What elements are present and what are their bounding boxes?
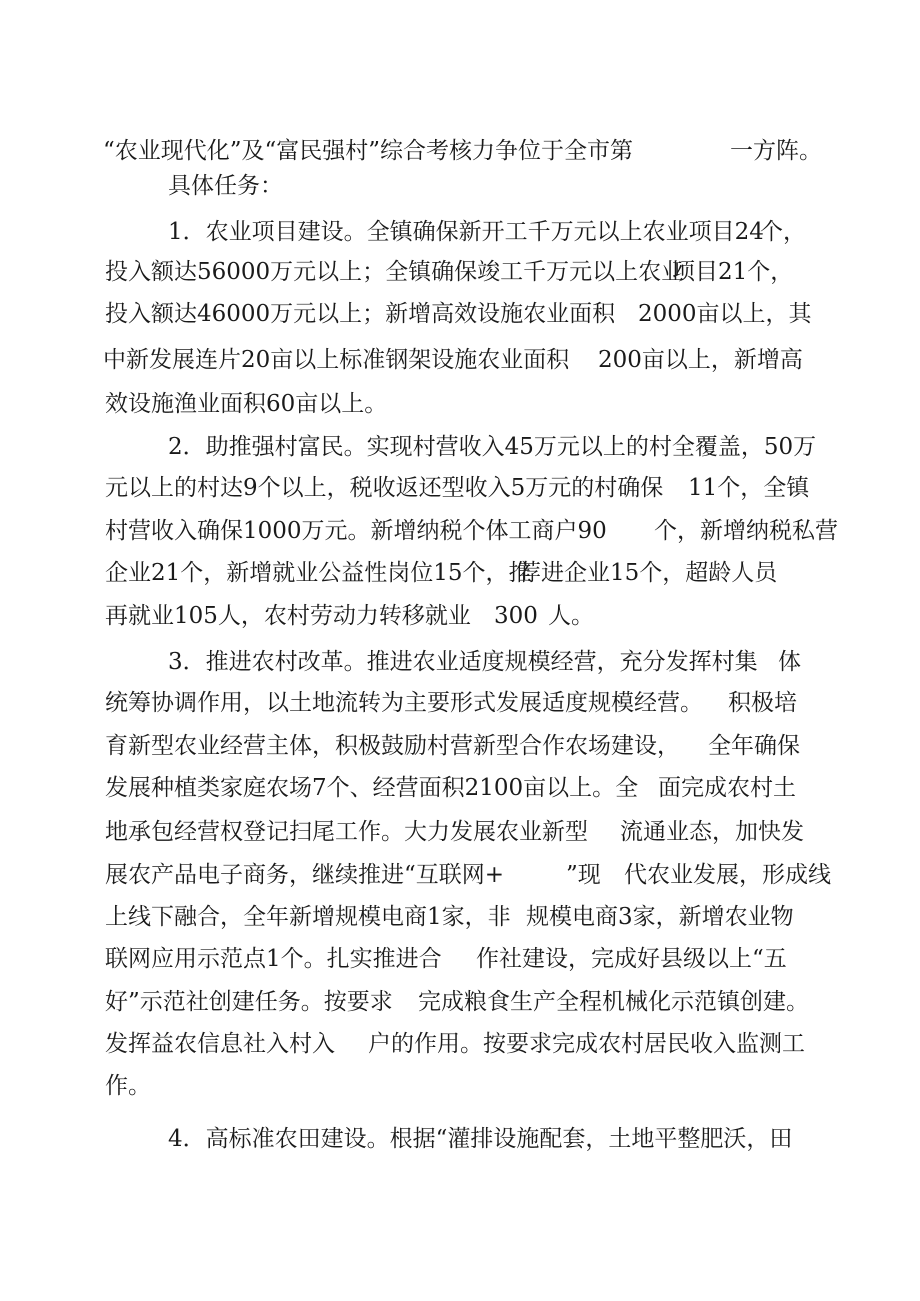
- text-line: [0, 166, 920, 206]
- text-line: [0, 683, 920, 723]
- text-line: [0, 252, 920, 292]
- text-fragment: 展农产品电子商务，继续推进“互联网+: [105, 862, 505, 888]
- text-fragment: 再就业105人，农村劳动力转移就业: [105, 603, 471, 629]
- text-line: [0, 212, 920, 252]
- text-fragment: 2．助推强村富民。实现村营收入45万元以上的村全覆盖，50万: [168, 434, 817, 460]
- text-line: [0, 294, 920, 334]
- text-line: [0, 384, 920, 424]
- text-fragment: 联网应用示范点1个。扎实推进合: [105, 946, 442, 972]
- text-fragment: ”现: [566, 862, 601, 888]
- text-fragment: 作。: [105, 1073, 151, 1099]
- text-fragment: 积极培: [728, 690, 797, 716]
- text-fragment: 体: [778, 649, 801, 675]
- text-line: [0, 1066, 920, 1106]
- text-line: [0, 939, 920, 979]
- text-fragment: 中新发展连片20亩以上标准钢架设施农业面积: [103, 347, 570, 373]
- text-fragment: 11个，全镇: [688, 475, 810, 501]
- text-fragment: 流通业态，加快发: [620, 819, 804, 845]
- text-fragment: 投入额达56000万元以上；全镇确保竣工千万元以上农业: [105, 259, 685, 285]
- text-fragment: 上线下融合，全年新增规模电商1家，非: [105, 904, 511, 930]
- text-fragment: 元以上的村达9个以上，税收返还型收入5万元的村确保: [105, 475, 664, 501]
- text-fragment: 作社建设，完成好县级以上“五: [476, 946, 787, 972]
- text-fragment: “农业现代化”及“富民强村”综合考核力争位于全市第: [103, 138, 634, 164]
- text-fragment: 育新型农业经营主体，积极鼓励村营新型合作农场建设，: [105, 733, 680, 759]
- text-line: [0, 468, 920, 508]
- text-fragment: 300: [494, 603, 538, 629]
- text-fragment: 好”示范社创建任务。按要求: [105, 989, 393, 1015]
- text-fragment: 荐进企业15个，超龄人员: [518, 560, 778, 586]
- text-fragment: 人。: [548, 603, 594, 629]
- text-fragment: 完成粮食生产全程机械化示范镇创建。: [418, 989, 809, 1015]
- text-fragment: 个，新增纳税私营: [654, 518, 838, 544]
- text-fragment: 户的作用。按要求完成农村居民收入监测工: [368, 1031, 805, 1057]
- text-fragment: 3．推进农村改革。推进农业适度规模经营，充分发挥村集: [168, 649, 758, 675]
- text-line: [0, 340, 920, 380]
- text-fragment: 面完成农村土: [658, 775, 796, 801]
- text-fragment: 效设施渔业面积60亩以上。: [105, 391, 388, 417]
- text-fragment: 村营收入确保1000万元。新增纳税个体工商户90: [105, 518, 607, 544]
- text-line: [0, 726, 920, 766]
- text-line: [0, 855, 920, 895]
- text-fragment: 4．高标准农田建设。根据“灌排设施配套，土地平整肥沃，田: [168, 1126, 793, 1152]
- text-fragment: 一方阵。: [730, 138, 822, 164]
- text-line: [0, 768, 920, 808]
- text-fragment: 投入额达46000万元以上；新增高效设施农业面积: [105, 301, 616, 327]
- text-line: [0, 897, 920, 937]
- text-fragment: 规模电商3家，新增农业物: [526, 904, 794, 930]
- text-fragment: 具体任务：: [168, 173, 283, 199]
- text-line: [0, 511, 920, 551]
- text-fragment: 项目21个，: [672, 259, 794, 285]
- text-line: [0, 982, 920, 1022]
- text-line: [0, 812, 920, 852]
- text-fragment: 1．农业项目建设。全镇确保新开工千万元以上农业项目24: [168, 219, 764, 245]
- text-fragment: 地承包经营权登记扫尾工作。大力发展农业新型: [105, 819, 588, 845]
- text-line: [0, 427, 920, 467]
- text-fragment: 代农业发展，形成线: [624, 862, 831, 888]
- text-fragment: 统筹协调作用，以土地流转为主要形式发展适度规模经营。: [105, 690, 703, 716]
- text-fragment: 个，: [760, 219, 806, 245]
- text-fragment: 发挥益农信息社入村入: [105, 1031, 335, 1057]
- text-line: [0, 1024, 920, 1064]
- text-fragment: 200亩以上，新增高: [598, 347, 803, 373]
- text-fragment: 企业21个，新增就业公益性岗位15个，推: [105, 560, 532, 586]
- text-fragment: 2000亩以上，其: [638, 301, 812, 327]
- text-line: [0, 596, 920, 636]
- text-fragment: 发展种植类家庭农场7个、经营面积2100亩以上。全: [105, 775, 639, 801]
- text-line: [0, 131, 920, 171]
- text-fragment: 全年确保: [708, 733, 800, 759]
- text-line: [0, 1119, 920, 1159]
- text-line: [0, 553, 920, 593]
- text-line: [0, 642, 920, 682]
